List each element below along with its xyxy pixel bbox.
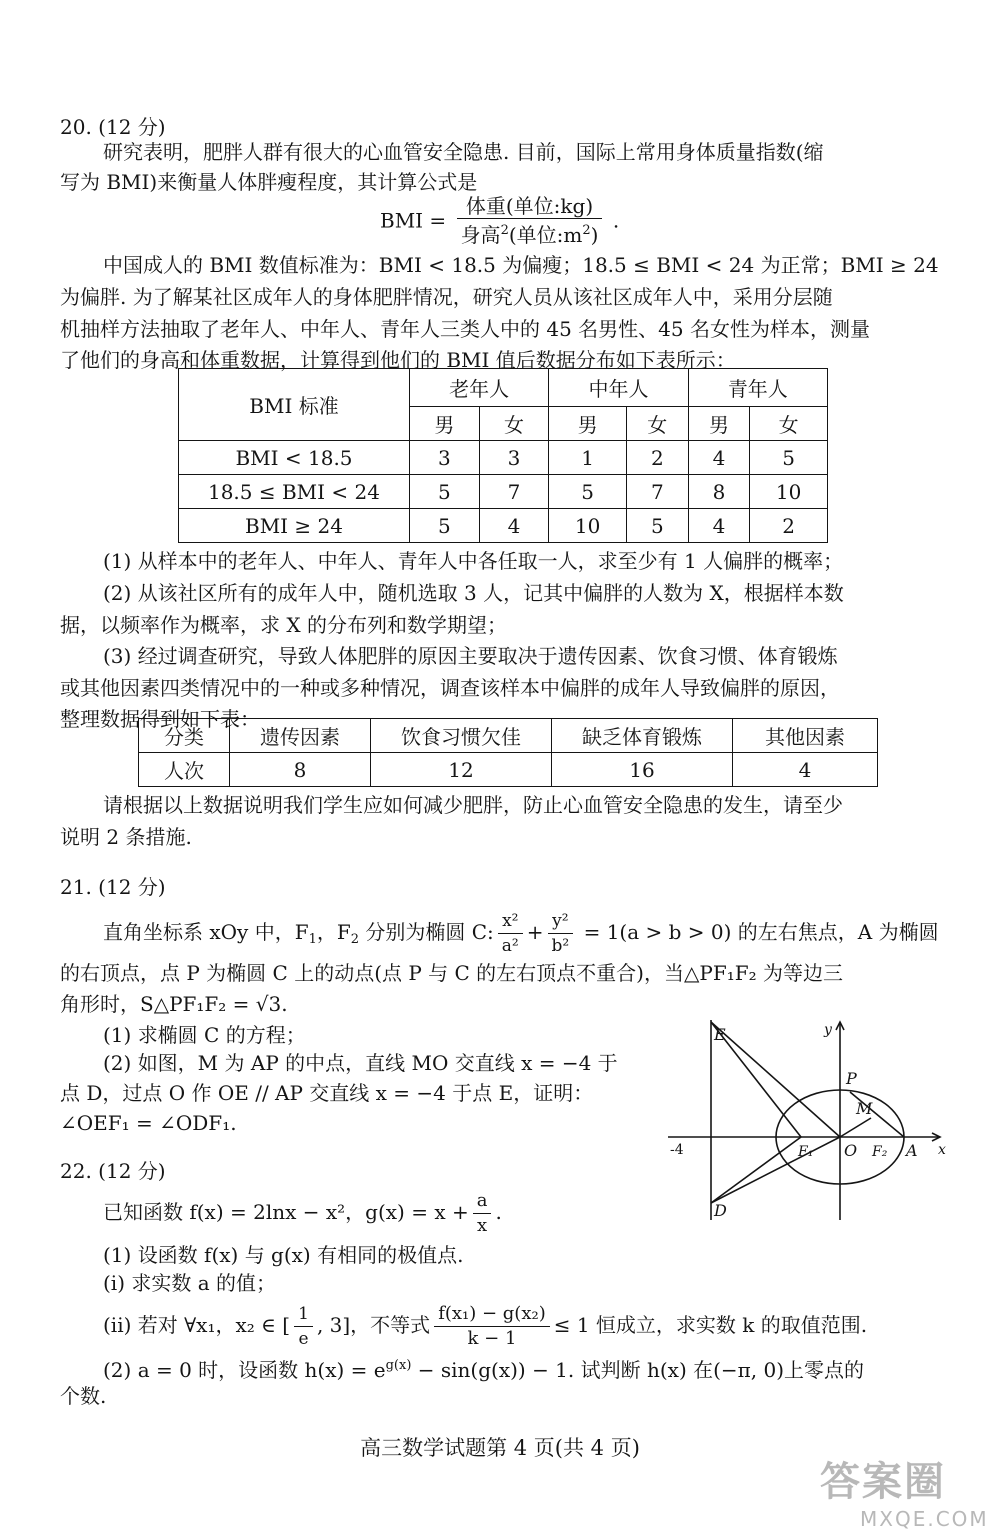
table-corner: BMI 标准 — [179, 369, 410, 441]
q20-para-1: 研究表明，肥胖人群有很大的心血管安全隐患. 目前，国际上常用身体质量指数(缩 — [103, 140, 824, 164]
watermark-logo — [820, 1450, 1000, 1530]
row-label: BMI < 18.5 — [179, 441, 410, 475]
sex-header: 男 — [688, 407, 750, 441]
label-f2: F₂ — [872, 1144, 888, 1160]
q20-sub-2a: (2) 从该社区所有的成年人中，随机选取 3 人，记其中偏胖的人数为 X，根据样本数 — [103, 581, 844, 605]
segment-om — [840, 1118, 871, 1137]
q21-para-1: 直角坐标系 xOy 中，$F_1$，$F_2$ 分别为椭圆 C: $\frac{\text{x²}}{\text{a²}}$ + $\frac{\text{y²}}{\text{b²}}$ = 1(a > b > 0) 的左右焦点，A 为椭圆 — [103, 911, 939, 956]
sex-header: 女 — [479, 407, 549, 441]
q21-para-3: 角形时，S△PF₁F₂ = √3. — [60, 992, 288, 1016]
label-y: y — [824, 1022, 832, 1038]
table-row — [179, 441, 828, 475]
cell: 8 — [688, 475, 750, 509]
q20-sub-4b: 说明 2 条措施. — [60, 825, 192, 849]
cause-header: 遗传因素 — [230, 719, 371, 753]
cause-header: 饮食习惯欠佳 — [371, 719, 552, 753]
table-row — [179, 475, 828, 509]
cell: 10 — [750, 475, 828, 509]
label-neg4: -4 — [670, 1142, 684, 1158]
cause-cell: 12 — [371, 753, 552, 787]
q20-para-2: 写为 BMI)来衡量人体胖瘦程度，其计算公式是 — [60, 170, 478, 194]
group-header: 老年人 — [410, 369, 549, 407]
q20-para-4: 为偏胖. 为了解某社区成年人的身体肥胖情况，研究人员从该社区成年人中，采用分层随 — [60, 285, 833, 309]
ellipse-frac-y: $\frac{\text{y²}}{\text{b²}}$ — [548, 909, 574, 958]
cell: 3 — [410, 441, 480, 475]
cell: 5 — [549, 475, 627, 509]
interval-frac: $\frac{1}{e}$ — [294, 1302, 313, 1351]
q20-sub-3a: (3) 经过调查研究，导致人体肥胖的原因主要取决于遗传因素、饮食习惯、体育锻炼 — [103, 644, 838, 668]
bmi-formula-numerator: 体重(单位:kg) — [457, 194, 603, 219]
cell: 7 — [479, 475, 549, 509]
q20-para-5: 机抽样方法抽取了老年人、中年人、青年人三类人中的 45 名男性、45 名女性为样本，测量 — [60, 317, 870, 341]
sex-header: 女 — [750, 407, 828, 441]
cell: 2 — [626, 441, 688, 475]
q20-sub-2b: 据，以频率作为概率，求 X 的分布列和数学期望； — [60, 613, 507, 637]
q22-heading: 22. (12 分) — [60, 1159, 166, 1183]
label-d: D — [714, 1201, 727, 1220]
watermark-sub: MXQE.COM — [860, 1507, 989, 1531]
cell: 10 — [549, 509, 627, 543]
watermark-main: 答案圈 — [820, 1459, 946, 1505]
q20-sub-1: (1) 从样本中的老年人、中年人、青年人中各任取一人，求至少有 1 人偏胖的概率； — [103, 549, 844, 573]
row-label: BMI ≥ 24 — [179, 509, 410, 543]
cell: 5 — [410, 475, 480, 509]
q21-sub-2a: (2) 如图，M 为 AP 的中点，直线 MO 交直线 x = −4 于 — [103, 1051, 618, 1075]
cause-row-label: 人次 — [139, 753, 230, 787]
group-header: 中年人 — [549, 369, 688, 407]
bmi-formula-lhs: BMI = — [380, 208, 447, 233]
cell: 4 — [688, 509, 750, 543]
bmi-formula-fraction — [457, 194, 603, 247]
cause-cell: 16 — [552, 753, 733, 787]
q21-sub-1: (1) 求椭圆 C 的方程； — [103, 1023, 306, 1047]
q22-sub-1: (1) 设函数 f(x) 与 g(x) 有相同的极值点. — [103, 1243, 464, 1267]
q22-sub-2a: (2) a = 0 时，设函数 $h(x) = e^{g(x)} - \sin(g(x)) - 1$. 试判断 h(x) 在(−π, 0)上零点的 — [103, 1358, 865, 1382]
group-header: 青年人 — [688, 369, 827, 407]
label-p: P — [846, 1069, 857, 1088]
label-x: x — [938, 1142, 946, 1158]
q21-sub-2b: 点 D，过点 O 作 OE // AP 交直线 x = −4 于点 E，证明： — [60, 1081, 594, 1105]
cell: 5 — [750, 441, 828, 475]
cause-cell: 4 — [733, 753, 878, 787]
cell: 4 — [479, 509, 549, 543]
q22-sub-1i: (i) 求实数 a 的值； — [103, 1271, 276, 1295]
segment-eo — [711, 1022, 840, 1137]
cell: 3 — [479, 441, 549, 475]
q20-para-6: 了他们的身高和体重数据，计算得到他们的 BMI 值后数据分布如下表所示： — [60, 348, 736, 372]
cause-cell: 8 — [230, 753, 371, 787]
bmi-formula: BMI = $\frac{\text{体重(单位:kg)}}{身高^2(单位:m^2)}$ . — [380, 194, 620, 247]
q20-heading: 20. (12 分) — [60, 115, 166, 139]
q22-para-1: 已知函数 f(x) = 2lnx − x²，g(x) = x + $\frac{a}{x}$ . — [103, 1190, 502, 1236]
segment-do — [711, 1137, 840, 1203]
q21-heading: 21. (12 分) — [60, 875, 166, 899]
cause-header: 分类 — [139, 719, 230, 753]
q20-sub-4a: 请根据以上数据说明我们学生应如何减少肥胖，防止心血管安全隐患的发生，请至少 — [103, 793, 843, 817]
label-o: O — [844, 1141, 858, 1160]
gx-frac: $\frac{a}{x}$ — [473, 1189, 492, 1238]
cell: 5 — [626, 509, 688, 543]
row-label: 18.5 ≤ BMI < 24 — [179, 475, 410, 509]
label-e: E — [714, 1025, 726, 1044]
q22-sub-1ii: (ii) 若对 ∀x₁，x₂ ∈ [ $\frac{1}{e}$ , 3]，不等式 $\frac{\text{f(x₁) − g(x₂)}}{k - 1}$ ≤ 1 恒成立，求实数 k 的取值范围. — [103, 1303, 868, 1349]
sex-header: 男 — [410, 407, 480, 441]
q21-para-2: 的右顶点，点 P 为椭圆 C 上的动点(点 P 与 C 的左右顶点不重合)，当△PF₁F₂ 为等边三 — [60, 961, 843, 985]
table-row — [179, 509, 828, 543]
ellipse-frac-x: $\frac{\text{x²}}{\text{a²}}$ — [498, 909, 523, 958]
cell: 4 — [688, 441, 750, 475]
ellipse-figure — [668, 1020, 952, 1230]
q20-para-3: 中国成人的 BMI 数值标准为：BMI < 18.5 为偏瘦；18.5 ≤ BMI < 24 为正常；BMI ≥ 24 — [103, 253, 939, 277]
q21-sub-2c: ∠OEF₁ = ∠ODF₁. — [60, 1111, 237, 1135]
inequality-frac: $\frac{\text{f(x₁) − g(x₂)}}{k - 1}$ — [434, 1302, 550, 1351]
cause-header: 其他因素 — [733, 719, 878, 753]
sex-header: 女 — [626, 407, 688, 441]
bmi-distribution-table — [178, 368, 828, 543]
q20-sub-3b: 或其他因素四类情况中的一种或多种情况，调查该样本中偏胖的成年人导致偏胖的原因， — [60, 676, 840, 700]
label-m: M — [856, 1099, 873, 1118]
cell: 1 — [549, 441, 627, 475]
label-f1: F₁ — [798, 1144, 814, 1160]
cell: 7 — [626, 475, 688, 509]
cause-header: 缺乏体育锻炼 — [552, 719, 733, 753]
page-footer: 高三数学试题第 4 页(共 4 页) — [360, 1436, 640, 1460]
cause-table — [138, 718, 878, 787]
segment-df1 — [711, 1137, 801, 1203]
q20-sub-3c: 整理数据得到如下表： — [60, 707, 260, 731]
label-a: A — [906, 1141, 918, 1160]
q22-sub-2c: 个数. — [60, 1384, 107, 1408]
sex-header: 男 — [549, 407, 627, 441]
bmi-formula-denominator: 身高$^2$(单位$:m^2$) — [460, 223, 599, 247]
cell: 5 — [410, 509, 480, 543]
cell: 2 — [750, 509, 828, 543]
